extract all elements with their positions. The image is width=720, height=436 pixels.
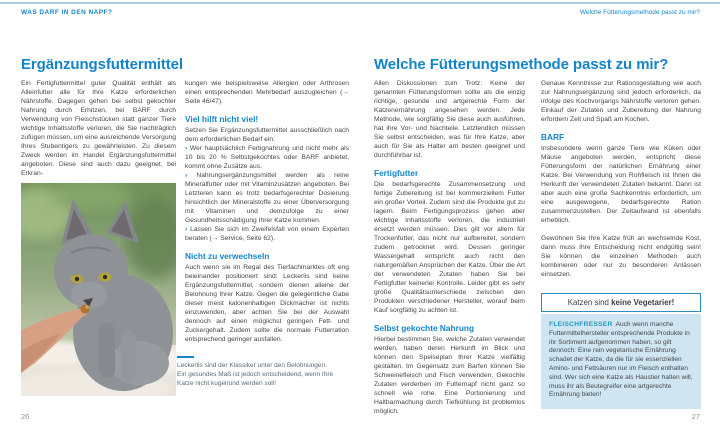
paragraph: Die bedarfsgerechte Zusammensetzung und fertige Zubereitung ist bei kommerziellem Futter ein großer Vorteil. Zudem sind die Produkte gut zu lagern. Beim Fertigungsprozess gehen aber wichtige Inhaltsstoffe verloren, die industriell ersetzt werden müssen. Dies gilt vor allem für Trockenfutter, das nicht nur aufbereitet, sondern zudem getrocknet wird. Dessen geringer Wassergehalt entspricht auch nicht den naturgemäßen Ansprüchen der Katze. Über die Art der verwendeten Zutaten haben Sie bei Fertigfutter keinerlei Kontrolle. Leider gibt es sehr große Qualitätsunterschiede zwischen den Produkten verschiedener Hersteller, worauf beim Kauf sorgfältig zu achten ist.	[374, 181, 525, 314]
info-box-title-bold: keine Vegetarier!	[611, 298, 675, 307]
caption-rule	[177, 356, 194, 358]
info-box-lead: FLEISCHFRESSER	[549, 321, 613, 328]
paragraph: Auch wenn sie im Regal des Tierfachmarktes oft eng beieinander positioniert sind: Leckerlis sind keine Ergänzungsfuttermittel, sondern dienen alleine der Belohnung Ihrer Katze. Gegen die gelegentliche Gabe dieser meist kalorienhaltigen Dickmacher ist nichts einzuwenden, aber achten Sie bei der Auswahl dennoch auf einen möglichst geringen Fett- und Zuckergehalt. Zudem sollte die normale Futterration entsprechend geringer ausfallen.	[185, 264, 349, 343]
paragraph: Ein Fertigfuttermittel guter Qualität enthält als Alleinfutter alle für Ihre Katze erforderlichen Nährstoffe. Dagegen gehen bei selbst gekochter Nahrung durch Erhitzen, bei BARF durch Verwendung von Fleischstücken statt ganzer Tiere wichtige Inhaltsstoffe verloren, die Sie nachträglich zufügen müssen, um eine ausreichende Versorgung Ihres Stubentigers zu gewährleisten. Zu diesem Zweck werden im Handel Ergänzungsfuttermittel angeboten. Diese sind auch dazu geeignet, bei Erkran-	[21, 80, 176, 177]
paragraph: Insbesondere wenn ganze Tiere wie Küken oder Mäuse angeboten werden, entspricht diese Fütterungsform der natürlichen Ernährung einer Katze. Bei Verwendung von Rohfleisch ist Ihnen die Herkunft der verwendeten Zutaten bekannt. Dann ist aber auch eine große Sachkenntnis erforderlich, um eine ausgewogene, bedarfsgerechte Ration zusammenzustellen. Der Zeitaufwand ist ebenfalls erheblich.	[541, 145, 701, 224]
left-column-2	[185, 79, 349, 344]
info-box-title-regular: Katzen sind	[567, 298, 612, 307]
info-box-body	[541, 314, 701, 409]
info-box	[541, 293, 701, 409]
running-header-right: Welche Fütterungsmethode passt zu mir?	[579, 9, 700, 16]
bullet-text: Wer hauptsächlich Fertignahrung und nicht mehr als 10 bis 20 % Selbstgekochtes oder BARF anbietet, kommt ohne Zusätze aus.	[185, 145, 349, 170]
info-box-title	[541, 293, 701, 312]
subheading: Selbst gekochte Nahrung	[374, 323, 475, 333]
photo-caption: Leckerlis sind der Klassiker unter den Belohnungen. Ein gesundes Maß ist jedoch entscheidend, wenn Ihre Katze nicht kugelrund werden soll!	[177, 362, 334, 387]
left-page-title: Ergänzungsfuttermittel	[21, 56, 183, 74]
paragraph: Setzen Sie Ergänzungsfuttermittel ausschließlich nach dem erforderlichen Bedarf ein:	[185, 127, 349, 143]
bullet-marker: ›	[185, 145, 188, 152]
paragraph: kungen wie beispielsweise Allergien oder Arthrosen einen entsprechenden Mehrbedarf auszugleichen (→ Seite 46/47).	[185, 80, 349, 105]
subheading: Fertigfutter	[374, 168, 419, 178]
paragraph: Allen Diskussionen zum Trotz: Keine der genannten Fütterungsformen sollte als die einzig richtige, gesunde und artgerechte Form der Katzenernährung angesehen werden. Jede Methode, wie sorgfältig Sie diese auch ausführen, hat ihre Vor- und Nachteile. Letztendlich müssen Sie selbst entscheiden, was für Ihre Katze, aber auch für Sie als Halter am besten geeignet und durchführbar ist.	[374, 80, 525, 159]
bullet-marker: ›	[185, 172, 188, 179]
right-page-title: Welche Fütterungsmethode passt zu mir?	[374, 56, 669, 74]
bullet-item	[185, 144, 349, 171]
bullet-text: Nahrungsergänzungsmittel werden als reine Mineralfutter oder mit Vitaminzusätzen angeboten. Bei Letzteren kann es trotz bedarfsgerechter Dosierung hinsichtlich der Mineralstoffe zu einer Überversorgung mit Vitaminen und demzufolge zu einer Gesundheitsschädigung Ihrer Katze kommen.	[185, 172, 349, 224]
subheading: Viel hilft nicht viel!	[185, 114, 259, 124]
right-column-2	[541, 79, 701, 409]
info-box-text: Auch wenn manche Futtermittelhersteller entsprechende Produkte in ihr Sortiment aufgenommen haben, so gilt dennoch: Eine rein vegetarische Ernährung schadet der Katze, da die für sie essenziellen Amino- und Fettsäuren nur im Fleisch enthalten sind. Wer sich eine Katze als Haustier halten will, muss ihr als Beutegreifer eine artgerechte Ernährung bieten!	[549, 321, 693, 399]
bullet-item	[185, 225, 349, 243]
paragraph: Gewöhnen Sie Ihre Katze früh an wechselnde Kost, dann muss Ihre Entscheidung nicht endgültig sein! Sie können die einzelnen Methoden auch kombinieren oder nur zu besonderen Anlässen einsetzen.	[541, 235, 701, 278]
paragraph: Hierbei bestimmen Sie, welche Zutaten verwendet werden, haben deren Herkunft im Blick und können den Speiseplan Ihrer Katze vielfältig gestalten. Im Gegensatz zum Barfen können Sie Schweinefleisch und Fisch verwenden. Gekochte Zutaten verderben im Futternapf nicht ganz so schnell wie rohe. Eine Portionierung und Haltbarmachung durch Tiefkühlung ist problemlos möglich.	[374, 336, 525, 415]
page-number-left: 26	[21, 412, 30, 421]
cat-photo	[21, 183, 176, 396]
left-column-1	[21, 79, 176, 178]
right-column-1	[374, 79, 525, 416]
page-top-rule	[0, 2, 720, 4]
bullet-item	[185, 171, 349, 225]
bullet-text: Lassen Sie sich im Zweifelsfall von einem Experten beraten (→ Service, Seite 62).	[185, 226, 349, 242]
paragraph: Genaue Kenntnisse zur Rationsgestaltung wie auch zur Nahrungsergänzung sind jedoch erforderlich, da infolge des Kochvorgangs Nährstoffe verloren gehen. Einkauf der Zutaten und Zubereitung der Nahrung erfordern Zeit und Spaß am Kochen.	[541, 80, 701, 123]
page-number-right: 27	[691, 412, 700, 421]
bullet-marker: ›	[185, 226, 188, 233]
running-header-left: WAS DARF IN DEN NAPF?	[21, 9, 113, 16]
subheading: BARF	[541, 132, 565, 142]
subheading: Nicht zu verwechseln	[185, 251, 270, 261]
